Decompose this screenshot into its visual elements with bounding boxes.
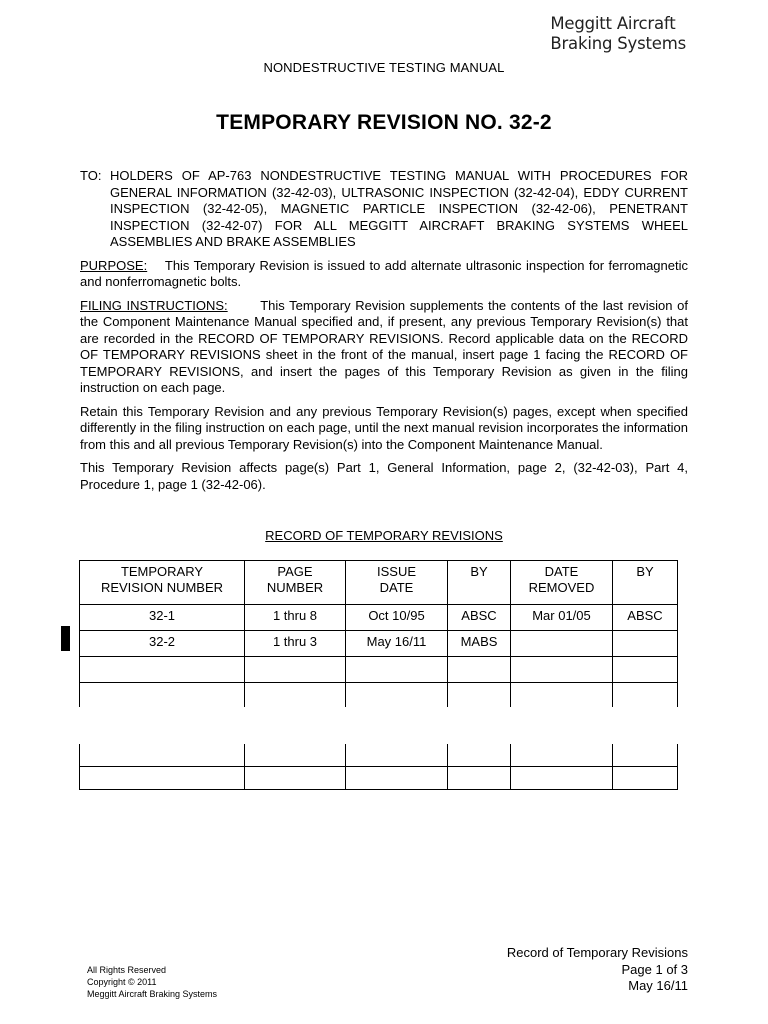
logo-line-2: Braking Systems [550,34,686,53]
table-row-empty [80,657,678,683]
filing-label: FILING INSTRUCTIONS: [80,297,228,313]
cell-issue-date: Oct 10/95 [346,605,448,631]
table-row [80,631,678,657]
document-title: TEMPORARY REVISION NO. 32-2 [216,111,552,134]
company-logo [550,14,686,54]
cell-revision: 32-2 [80,631,245,657]
header-issue-date: ISSUE DATE [346,561,448,605]
record-table [79,560,678,707]
purpose-paragraph [80,258,688,291]
header-page-number: PAGE NUMBER [245,561,346,605]
cell-pages: 1 thru 8 [245,605,346,631]
footer-section: Record of Temporary Revisions [506,945,688,960]
footer-date: May 16/11 [628,978,688,993]
filing-paragraph [80,298,688,397]
table-row [80,605,678,631]
record-header-row [80,561,678,605]
footer-company: Meggitt Aircraft Braking Systems [87,989,218,999]
affects-paragraph: This Temporary Revision affects page(s) Part 1, General Information, page 2, (32-42-03), Part 4, Procedure 1, page 1 (32-42-06). [80,460,688,492]
retain-paragraph: Retain this Temporary Revision and any previous Temporary Revision(s) pages, except when specified differently in the filing instruction on each page, until the next manual revision incorporates the information from this and all previous Temporary Revision(s) into the Component Maintenance Manual. [80,403,688,452]
footer-page-info [507,945,688,995]
cell-by-removed [613,631,678,657]
to-label: TO: [80,168,102,183]
purpose-label: PURPOSE: [80,257,148,273]
to-text: HOLDERS OF AP-763 NONDESTRUCTIVE TESTING MANUAL WITH PROCEDURES FOR GENERAL INFORMATION (32-42-03), ULTRASONIC INSPECTION (32-42-04), EDDY CURRENT INSPECTION (32-42-05), MAGNETIC PARTICLE INSPECTION (32-42-06), PENETRANT INSPECTION (32-42-07) FOR ALL MEGGITT AIRCRAFT BRAKING SYSTEMS WHEEL ASSEMBLIES AND BRAKE ASSEMBLIES [110,168,688,249]
filing-text: This Temporary Revision supplements the contents of the last revision of the Component Maintenance Manual specified and, if present, any previous Temporary Revision(s) that are recorded in the RECORD OF TEMPORARY REVISIONS. Record applicable data on the RECORD OF TEMPORARY REVISIONS sheet in the front of the manual, insert page 1 facing the RECORD OF TEMPORARY REVISIONS, and insert the pages of this Temporary Revision as given in the filing instruction on each page. [80,297,688,395]
to-block [80,168,688,251]
table-row-empty [80,683,678,708]
cell-by: MABS [448,631,511,657]
table-row-empty [80,744,678,767]
cell-date-removed [511,631,613,657]
header-temporary-revision-number: TEMPORARY REVISION NUMBER [80,561,245,605]
table-row-empty [80,767,678,790]
document-body [80,168,688,493]
cell-date-removed: Mar 01/05 [511,605,613,631]
purpose-text: This Temporary Revision is issued to add alternate ultrasonic inspection for ferromagnetic and nonferromagnetic bolts. [80,257,688,289]
cell-by: ABSC [448,605,511,631]
cell-pages: 1 thru 3 [245,631,346,657]
header-by: BY [448,561,511,605]
manual-name: NONDESTRUCTIVE TESTING MANUAL [263,60,505,75]
footer-copyright [87,964,217,1000]
footer-page-number: Page 1 of 3 [621,961,688,977]
footer-rights: All Rights Reserved [87,965,167,975]
record-table-continuation [79,744,678,790]
footer-copyright-year: Copyright © 2011 [87,977,157,987]
revision-change-bar [61,626,70,651]
logo-line-1: Meggitt Aircraft [550,14,676,33]
header-by-removed: BY [613,561,678,605]
record-title: RECORD OF TEMPORARY REVISIONS [265,528,503,543]
cell-by-removed: ABSC [613,605,678,631]
cell-issue-date: May 16/11 [346,631,448,657]
cell-revision: 32-1 [80,605,245,631]
header-date-removed: DATE REMOVED [511,561,613,605]
